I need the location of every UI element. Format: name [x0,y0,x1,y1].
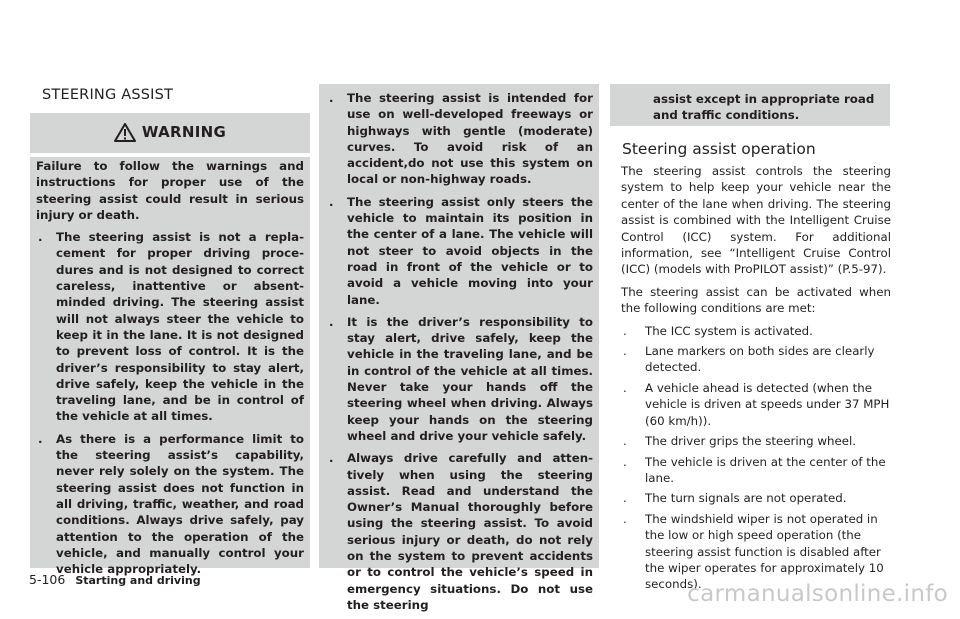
warning-item: . Always drive carefully and attentively when using the steering assist. Read and understand the Owner’s Manual thoroughly before using the steering assist. To avoid serious injury or death, do not rely on the system to prevent accidents or to control the vehicle’s speed in emergency situations. Do not use the steering [329,451,593,612]
warning-title: WARNING [141,123,227,141]
operation-body [621,163,891,597]
condition-item: . The turn signals are not operated. [623,491,847,506]
warning-item: . The steering assist is not a replacement for proper driving procedures and is not designed to correct careless, inattentive or absent-minded driving. The steering assist will not always steer the vehicle to keep it in the lane. It is not designed to prevent loss of control. It is the driver’s responsibility to stay alert, drive safely, keep the vehicle in the traveling lane, and be in control of the vehicle at all times. [38,230,304,424]
operation-paragraph-1: The steering assist controls the steering system to help keep your vehicle near the center of the lane when driving. The steering assist is combined with the Intelligent Cruise Control (ICC) system. For additional information, see “Intelligent Cruise Control (ICC) (models with ProPILOT assist)” (P.5-97). [621,164,891,277]
page-number: 5-106 [29,572,66,587]
condition-item: . The windshield wiper is not operated in the low or high speed operation (the steering assist function is disabled after the wiper operates for approximately 10 seconds). [623,511,884,592]
warning-item: . The steering assist only steers the vehicle to maintain its position in the center of a lane. The vehicle will not steer to avoid objects in the road in front of the vehicle or to avoid a vehicle moving into your lane. [329,194,593,307]
warning-continued-list [327,90,593,613]
warning-list [36,229,304,577]
warning-divider [30,153,310,157]
operation-paragraph-2: The steering assist can be activated when the following conditions are met: [621,284,891,316]
footer-section-name: Starting and driving [75,574,201,587]
watermark: carmanualsonline.info [687,581,948,607]
operation-heading: Steering assist operation [622,140,816,158]
warning-tail-box [610,84,890,126]
warning-box [30,113,310,577]
warning-item: . The steering assist is intended for use on well-developed freeways or highways with gentle (moderate) curves. To avoid risk of an accident,do not use this system on local or non-highway roads. [329,91,593,187]
warning-intro: Failure to follow the warnings and instructions for proper use of the steering assist could result in serious injury or death. [36,159,304,222]
warning-triangle-icon [114,123,136,142]
condition-item: . The ICC system is activated. [623,323,813,338]
conditions-list [621,323,891,593]
section-heading: STEERING ASSIST [42,87,174,103]
warning-continued-box [319,84,599,612]
condition-item: . A vehicle ahead is detected (when the vehicle is driven at speeds under 37 MPH (60 km/h)). [623,380,890,428]
condition-item: . The driver grips the steering wheel. [623,434,857,449]
warning-tail-text: assist except in appropriate road and traffic conditions. [653,92,875,123]
warning-item: . It is the driver’s responsibility to stay alert, drive safely, keep the vehicle in the traveling lane, and be in control of the vehicle at all times. Never take your hands off the steering wheel when driving. Always keep your hands on the steering wheel and drive your vehicle safely. [329,314,593,443]
warning-item: . As there is a performance limit to the steering assist’s capability, never rely solely on the system. The steering assist does not function in all driving, traffic, weather, and road conditions. Always drive safely, pay attention to the operation of the vehicle, and manually control your vehicle appropriately. [38,431,304,577]
condition-item: . Lane markers on both sides are clearly detected. [623,344,875,375]
warning-header [30,113,310,151]
page-footer [29,572,201,587]
condition-item: . The vehicle is driven at the center of the lane. [623,454,886,485]
